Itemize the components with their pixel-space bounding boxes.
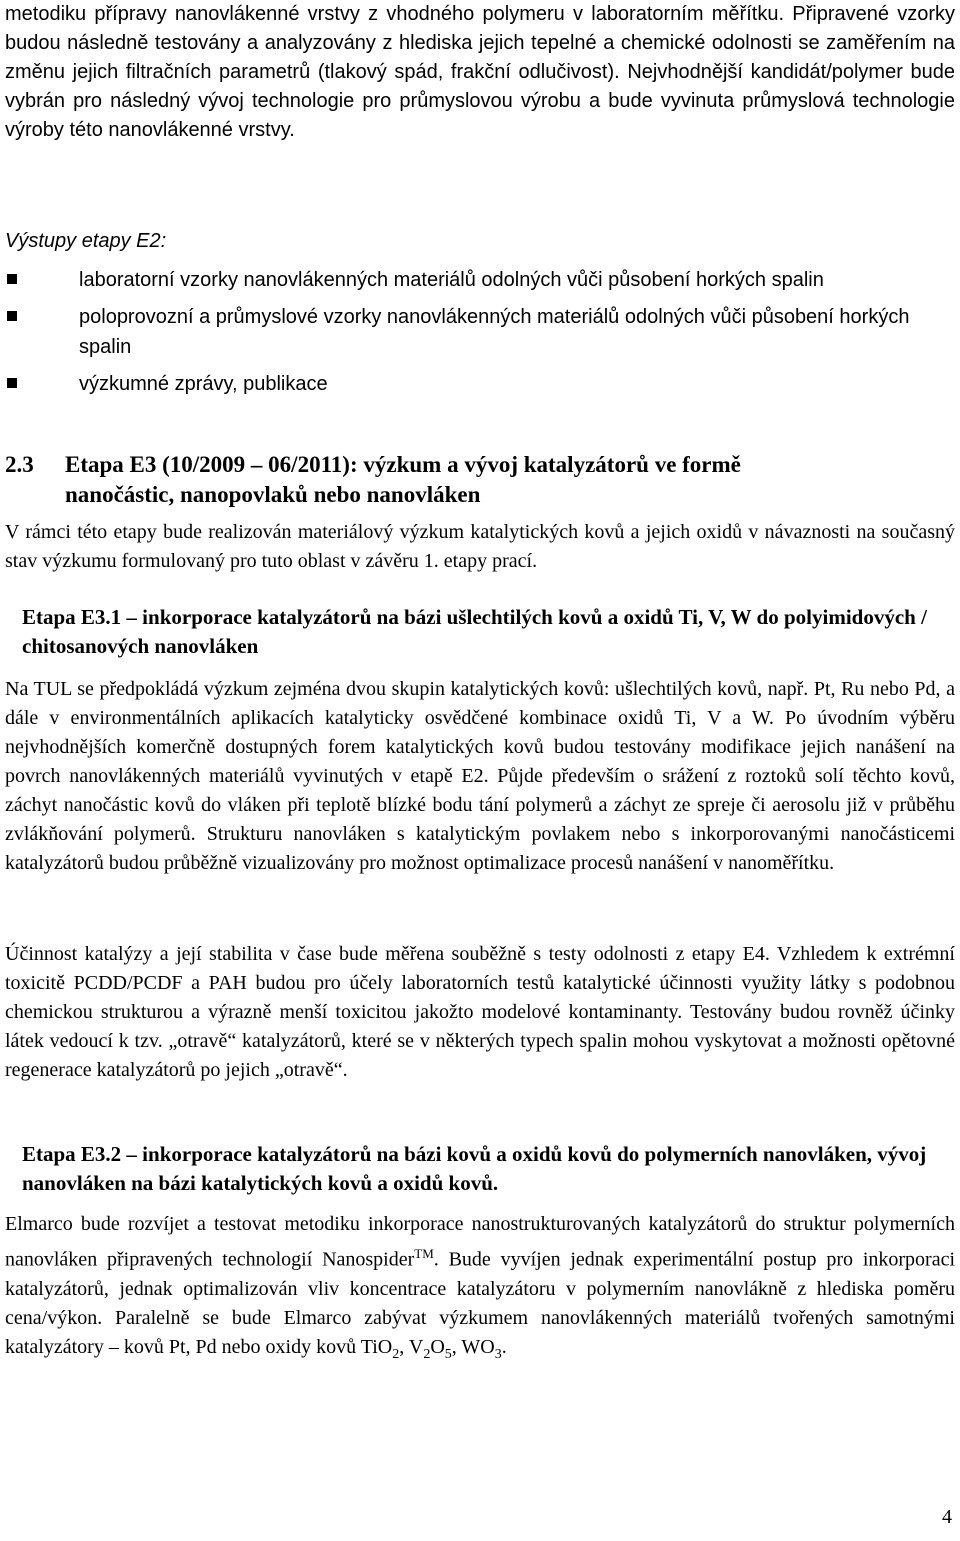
e32-heading: Etapa E3.2 – inkorporace katalyzátorů na bázi kovů a oxidů kovů do polymerních nanovláken, vývoj nanovláken na bázi katalytických kovů a oxidů kovů. [22, 1142, 927, 1195]
list-item: laboratorní vzorky nanovlákenných materiálů odolných vůči působení horkých spalin [5, 265, 955, 295]
outputs-heading: Výstupy etapy E2: [5, 230, 167, 252]
page-number: 4 [942, 1506, 952, 1528]
section-intro-paragraph: V rámci této etapy bude realizován materiálový výzkum katalytických kovů a jejich oxidů v návaznosti na současný stav výzkumu formulovaný pro tuto oblast v závěru 1. etapy prací. [5, 521, 955, 572]
list-item: poloprovozní a průmyslové vzorky nanovlákenných materiálů odolných vůči působení horkých spalin [5, 302, 955, 362]
trademark-mark: TM [414, 1246, 434, 1261]
section-number: 2.3 [5, 452, 34, 477]
section-title: Etapa E3 (10/2009 – 06/2011): výzkum a vývoj katalyzátorů ve formě [65, 452, 741, 477]
e32-paragraph: Elmarco bude rozvíjet a testovat metodiku inkorporace nanostrukturovaných katalyzátorů do struktur polymerních nanovláken připravených technologií Nanospider™. Bude vyvíjen jednak experimentální postup pro inkorporaci katalyzátorů, jednak optimalizován vliv koncentrace katalyzátoru v polymerním nanovlákně z hlediska poměru cena/výkon. Paralelně se bude Elmarco zabývat výzkumem nanovlákenných materiálů tvořených samotnými katalyzátory – kovů Pt, Pd nebo oxidy kovů TiO$_2$, $V_2O_5$, $WO_3$. [5, 1213, 955, 1362]
e31-heading: Etapa E3.1 – inkorporace katalyzátorů na bázi ušlechtilých kovů a oxidů Ti, V, W do polyimidových / chitosanových nanovláken [22, 605, 927, 658]
intro-paragraph: metodiku přípravy nanovlákenné vrstvy z vhodného polymeru v laboratorním měřítku. Připravené vzorky budou následně testovány a analyzovány z hlediska jejich tepelné a chemické odolnosti se zaměřením na změnu jejich filtračních parametrů (tlakový spád, frakční odlučivost). Nejvhodnější kandidát/polymer bude vybrán pro následný vývoj technologie pro průmyslovou výrobu a bude vyvinuta průmyslová technologie výroby této nanovlákenné vrstvy. [5, 3, 955, 141]
e31-paragraph-1: Na TUL se předpokládá výzkum zejména dvou skupin katalytických kovů: ušlechtilých kovů, např. Pt, Ru nebo Pd, a dále v environmentálních aplikacích katalyticky osvědčené kombinace oxidů Ti, V a W. Po úvodním výběru nejvhodnějších komerčně dostupných forem katalytických kovů budou testovány modifikace jejich nanášení na povrch nanovlákenných materiálů vyvinutých v etapě E2. Půjde především o srážení z roztoků solí těchto kovů, záchyt nanočástic kovů do vláken při teplotě blízké bodu tání polymerů a záchyt ze spreje či aerosolu již v průběhu zvlákňování polymerů. Strukturu nanovláken s katalytickým povlakem nebo s inkorporovanými nanočásticemi katalyzátorů budou průběžně vizualizovány pro možnost optimalizace procesů nanášení v nanoměřítku. [5, 678, 955, 874]
list-item: výzkumné zprávy, publikace [5, 369, 955, 399]
section-title-continuation: nanočástic, nanopovlaků nebo nanovláken [65, 482, 481, 507]
section-heading [5, 450, 955, 510]
outputs-list [5, 265, 955, 406]
e31-paragraph-2: Účinnost katalýzy a její stabilita v čase bude měřena souběžně s testy odolnosti z etapy E4. Vzhledem k extrémní toxicitě PCDD/PCDF a PAH budou pro účely laboratorních testů katalytické účinnosti využity látky s podobnou chemickou strukturou a výrazně menší toxicitou jakožto modelové kontaminanty. Testovány budou rovněž účinky látek vedoucí k tzv. „otravě“ katalyzátorů, které se v některých typech spalin mohou vyskytovat a možnosti opětovné regenerace katalyzátorů po jejich „otravě“. [5, 943, 955, 1081]
